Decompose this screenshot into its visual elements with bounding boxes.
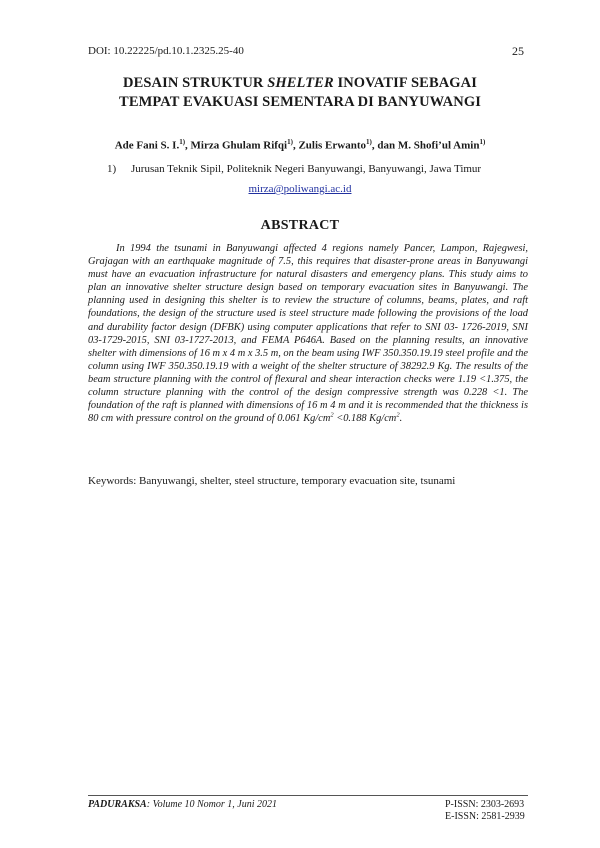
title-line1-post: INOVATIF SEBAGAI — [333, 75, 477, 91]
keywords: Keywords: Banyuwangi, shelter, steel structure, temporary evacuation site, tsunami — [88, 475, 456, 487]
affiliation — [107, 163, 481, 175]
email-link[interactable]: mirza@poliwangi.ac.id — [248, 183, 352, 195]
page-number: 25 — [512, 44, 524, 58]
abstract-superscript: 2 — [330, 411, 334, 419]
paper-title — [60, 74, 540, 112]
affiliation-number: 1) — [107, 163, 117, 175]
journal-citation — [88, 799, 277, 810]
journal-volume: : Volume 10 Nomor 1, Juni 2021 — [146, 799, 278, 810]
abstract-superscript: 2 — [396, 411, 400, 419]
author-separator: , dan — [371, 139, 398, 152]
abstract-text-part3: . — [399, 413, 403, 425]
footer-divider — [88, 795, 528, 796]
abstract-text-part2: <0.188 Kg/cm — [333, 413, 397, 425]
author-affil-mark: 1) — [179, 138, 186, 146]
title-line2: TEMPAT EVAKUASI SEMENTARA DI BANYUWANGI — [119, 94, 481, 110]
title-line1-italic: SHELTER — [267, 75, 334, 91]
author-name: Mirza Ghulam Rifqi — [190, 139, 288, 152]
author-separator: , — [185, 139, 191, 152]
title-line1-pre: DESAIN STRUKTUR — [123, 75, 268, 91]
author-name: M. Shofi’ul Amin — [397, 139, 480, 152]
author-list — [60, 138, 540, 152]
author-separator: , — [292, 139, 299, 152]
author-name: Ade Fani S. I. — [114, 139, 180, 152]
e-issn: E-ISSN: 2581-2939 — [445, 811, 525, 822]
journal-name: PADURAKSA — [88, 799, 147, 810]
abstract-body — [88, 242, 528, 425]
author-name: Zulis Erwanto — [298, 139, 366, 152]
p-issn: P-ISSN: 2303-2693 — [445, 799, 525, 810]
issn-block — [445, 799, 525, 823]
doi-text: DOI: 10.22225/pd.10.1.2325.25-40 — [88, 45, 244, 57]
abstract-text-part1: In 1994 the tsunami in Banyuwangi affected 4 regions namely Pancer, Lampon, Rajegwesi, Grajagan with an earthquake magnitude of 7.5, this requires that disaster-prone areas in Banyuwangi must have an evacuation infrastructure for natural disasters and emergency plans. This study aims to plan an innovative shelter structure design based on temporary evacuation sites in Banyuwangi. The planning used in designing this shelter is to review the structure of columns, beams, plates, and raft foundations, the design of the structure used is steel structure made following the provisions of the load and durability factor design (DFBK) using computer applications that refer to SNI 03- 1726-2019, SNI 03-1729-2015, SNI 03-1727-2013, and FEMA P646A. Based on the planning results, an innovative shelter with dimensions of 16 m x 4 m x 3.5 m, on the beam using IWF 350.350.19.19 steel profile and the column using IWF 350.350.19.19 with a weight of the shelter structure of 38292.9 Kg. The results of the beam structure planning with the control of flexural and shear interaction checks were 1.19 <1.375, the column structure planning with the control of the design compressive strength was 0.228 <1. The foundation of the raft is planned with dimensions of 16 m 4 m and it is recommended that the thickness is 80 cm with pressure control on the ground of 0.061 Kg/cm — [88, 243, 528, 425]
author-affil-mark: 1) — [287, 138, 293, 146]
author-affil-mark: 1) — [479, 138, 486, 146]
author-affil-mark: 1) — [366, 138, 372, 146]
affiliation-text: Jurusan Teknik Sipil, Politeknik Negeri Banyuwangi, Banyuwangi, Jawa Timur — [131, 163, 482, 175]
abstract-heading: ABSTRACT — [260, 218, 340, 233]
